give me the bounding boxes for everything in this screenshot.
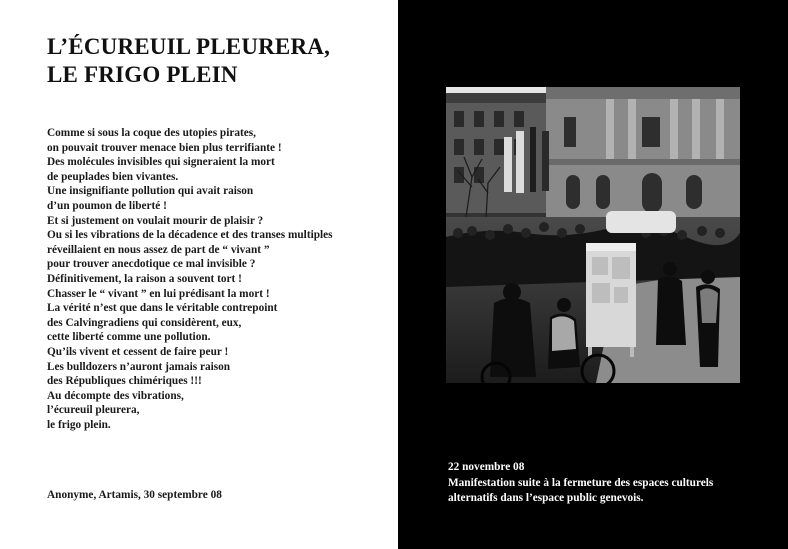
page-title [47, 33, 330, 89]
poem-line: Définitivement, la raison a souvent tort ! [47, 272, 242, 285]
signature: Anonyme, Artamis, 30 septembre 08 [47, 489, 222, 501]
poem-line: Comme si sous la coque des utopies pirates, [47, 127, 256, 139]
poem-line: réveillaient en nous assez de part de “ vivant ” [47, 243, 270, 256]
poem-line: Chasser le “ vivant ” en lui prédisant la mort ! [47, 287, 270, 300]
poem-line: Ou si les vibrations de la décadence et des transes multiples [47, 229, 333, 242]
poem-line: de peuplades bien vivantes. [47, 170, 179, 183]
poem-line: l’écureuil pleurera, [47, 404, 140, 417]
poem-line: Au décompte des vibrations, [47, 389, 184, 402]
caption-date: 22 novembre 08 [448, 461, 525, 473]
photo-caption [448, 460, 713, 507]
poem-text [47, 126, 333, 432]
title-line-1: L’ÉCUREUIL PLEURERA, [47, 34, 331, 59]
poem-line: le frigo plein. [47, 418, 111, 431]
poem-line: on pouvait trouver menace bien plus terrifiante ! [47, 141, 282, 154]
poem-line: Qu’ils vivent et cessent de faire peur ! [47, 345, 229, 358]
poem-line: Une insignifiante pollution qui avait raison [47, 185, 254, 198]
caption-line: Manifestation suite à la fermeture des espaces culturels [448, 476, 714, 489]
poem-line: des Républiques chimériques !!! [47, 375, 202, 388]
poem-line: La vérité n’est que dans le véritable contrepoint [47, 302, 278, 315]
poem-line: pour trouver anecdotique ce mal invisible ? [47, 258, 256, 271]
protest-photo [446, 87, 740, 383]
poem-line: Et si justement on voulait mourir de plaisir ? [47, 214, 264, 227]
poem-line: Des molécules invisibles qui signeraient la mort [47, 156, 275, 169]
title-line-2: LE FRIGO PLEIN [47, 62, 238, 87]
poem-line: d’un poumon de liberté ! [47, 199, 167, 212]
poem-line: des Calvingradiens qui considèrent, eux, [47, 316, 242, 329]
poem-line: cette liberté comme une pollution. [47, 331, 211, 344]
poem-line: Les bulldozers n’auront jamais raison [47, 360, 231, 373]
caption-line: alternatifs dans l’espace public genevois. [448, 492, 644, 504]
